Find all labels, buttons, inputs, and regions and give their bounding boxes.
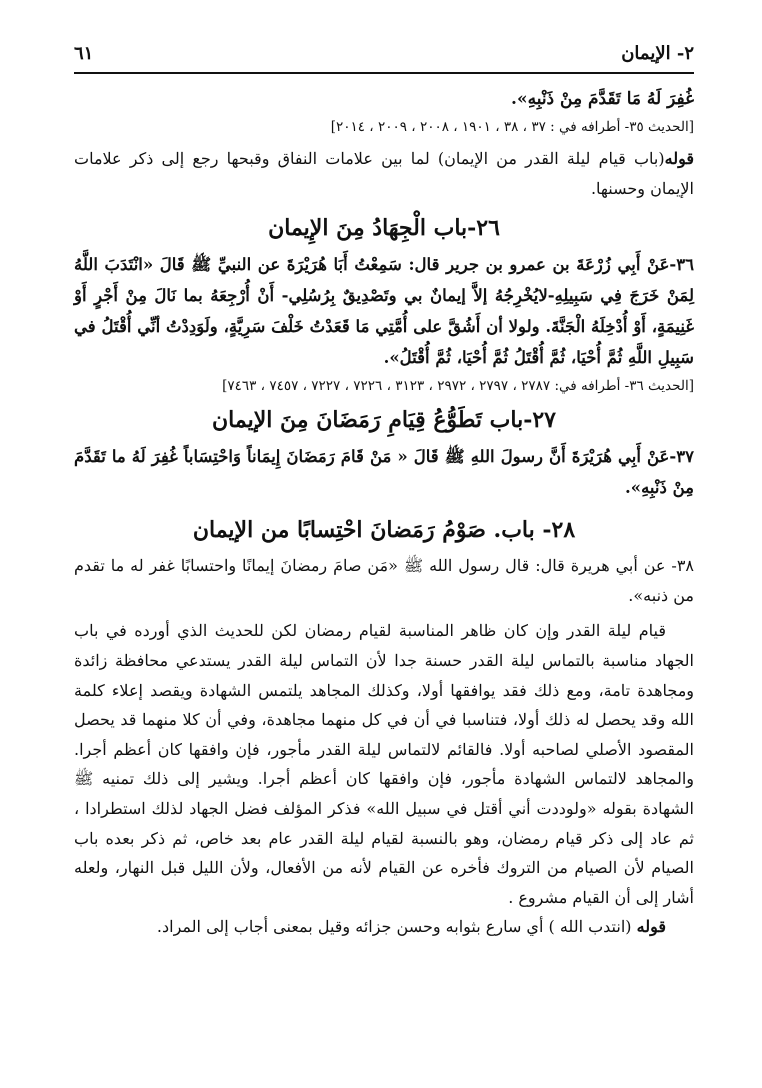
hadith-37: ٣٧-عَنْ أَبِي هُرَيْرَةَ أَنَّ رسولَ اللهِ ﷺ قَالَ « مَنْ قَامَ رَمَضَانَ إِيمَاناً وَاحْتِسَاباً غُفِرَ لَهُ ما تَقَدَّمَ مِنْ ذَنْبِهِ». bbox=[74, 447, 694, 498]
hadith-36: ٣٦-عَنْ أَبِي زُرْعَةَ بن عمرو بن جرير قال: سَمِعْتُ أَبَا هُرَيْرَةَ عن النبيِّ ﷺ قَالَ «انْتَدَبَ اللَّهُ لِمَنْ خَرَجَ فِي سَبِيلِهِ-لايُخْرِجُهُ إلاَّ إيمانٌ بي وتَصْدِيقٌ بِرُسُلِي- أَنْ أُرْجِعَهُ بما نَالَ مِنْ أَجْرٍ أَوْ غَنِيمَةٍ، أَوْ أُدْخِلَهُ الْجَنَّةَ. ولولا أن أَشُقَّ على أُمَّتِي مَا قَعَدْتُ خَلْفَ سَرِيَّةٍ، ولَوَدِدْتُ أنِّي أُقْتَلُ في سَبِيلِ اللَّهِ ثُمَّ أُحْيَا، ثُمَّ أُقْتَلُ ثُمَّ أُحْيَا، ثُمَّ أُقْتَلُ». bbox=[74, 255, 694, 368]
hadith-36-references: [الحديث ٣٦- أطرافه في: ٢٧٨٧ ، ٢٧٩٧ ، ٢٩٧٢ ، ٣١٢٣ ، ٧٢٢٦ ، ٧٢٢٧ ، ٧٤٥٧ ، ٧٤٦٣] bbox=[222, 378, 694, 395]
page-number: ٦١ bbox=[74, 42, 94, 64]
commentary-paragraph-main: قيام ليلة القدر وإن كان ظاهر المناسبة لقيام رمضان لكن للحديث الذي أورده في باب الجهاد مناسبة بالتماس ليلة القدر حسنة جدا لأن التماس ليلة القدر يستدعي محافظة زائدة ومجاهدة تامة، ومع ذلك فقد يوافقها أولا، وكذلك المجاهد يلتمس الشهادة ويقصد إعلاء كلمة الله وقد يحصل له ذلك أولا، فتناسبا في أن في كل منهما مجاهدة، وفي أن كلا منهما قد يحصل المقصود الأصلي لصاحبه أولا. فالقائم لالتماس ليلة القدر مأجور، فإن وافقها كان أعظم أجرا. والمجاهد لالتماس الشهادة مأجور، فإن وافقها كان أعظم أجرا. ويشير إلى ذلك تمنيه ﷺ الشهادة بقوله «ولوددت أني أقتل في سبيل الله» فذكر المؤلف فضل الجهاد لذلك استطرادا ، ثم عاد إلى ذكر قيام رمضان، وهو بالنسبة لقيام ليلة القدر عام بعد خاص، ثم ذكر بعده باب الصيام لأن الصيام من التروك فأخره عن القيام لأنه من الأفعال، ولأن الليل قبل النهار، ولعله أشار إلى أن القيام مشروع . bbox=[74, 621, 694, 907]
header-rule bbox=[74, 72, 694, 74]
commentary-final-text: (انتدب الله ) أي سارع بثوابه وحسن جزائه وقيل بمعنى أجاب إلى المراد. bbox=[156, 917, 632, 937]
page-body bbox=[74, 84, 694, 942]
chapter-title: ٢- الإيمان bbox=[621, 42, 694, 64]
page-header bbox=[74, 38, 694, 68]
hadith-38: ٣٨- عن أبي هريرة قال: قال رسول الله ﷺ «مَن صامَ رمضانَ إيمانًا واحتسابًا غفر له ما تقدم من ذنبه». bbox=[74, 556, 694, 605]
hadith-35-references: [الحديث ٣٥- أطرافه في : ٣٧ ، ٣٨ ، ١٩٠١ ، ٢٠٠٨ ، ٢٠٠٩ ، ٢٠١٤] bbox=[330, 119, 694, 135]
commentary-final-label: قوله bbox=[636, 917, 666, 937]
chapter-heading-26: ٢٦-باب الْجِهَادُ مِنَ الإِيمان bbox=[268, 215, 500, 242]
commentary-label: قوله bbox=[664, 149, 694, 168]
chapter-heading-27: ٢٧-باب تَطَوُّعُ قِيَامِ رَمَضَانَ مِنَ الإيمان bbox=[212, 407, 556, 434]
commentary-paragraph-final bbox=[74, 912, 694, 942]
commentary-text: (باب قيام ليلة القدر من الإيمان) لما بين علامات النفاق وقبحها رجع إلى ذكر علامات الإيمان وحسنها. bbox=[74, 149, 694, 198]
hadith-35-ending: غُفِرَ لَهُ مَا تَقَدَّمَ مِنْ ذَنْبِهِ». bbox=[511, 89, 694, 109]
commentary-paragraph bbox=[74, 144, 694, 203]
chapter-heading-28: ٢٨- باب. صَوْمُ رَمَضانَ احْتِسابًا من الإيمان bbox=[192, 517, 576, 544]
